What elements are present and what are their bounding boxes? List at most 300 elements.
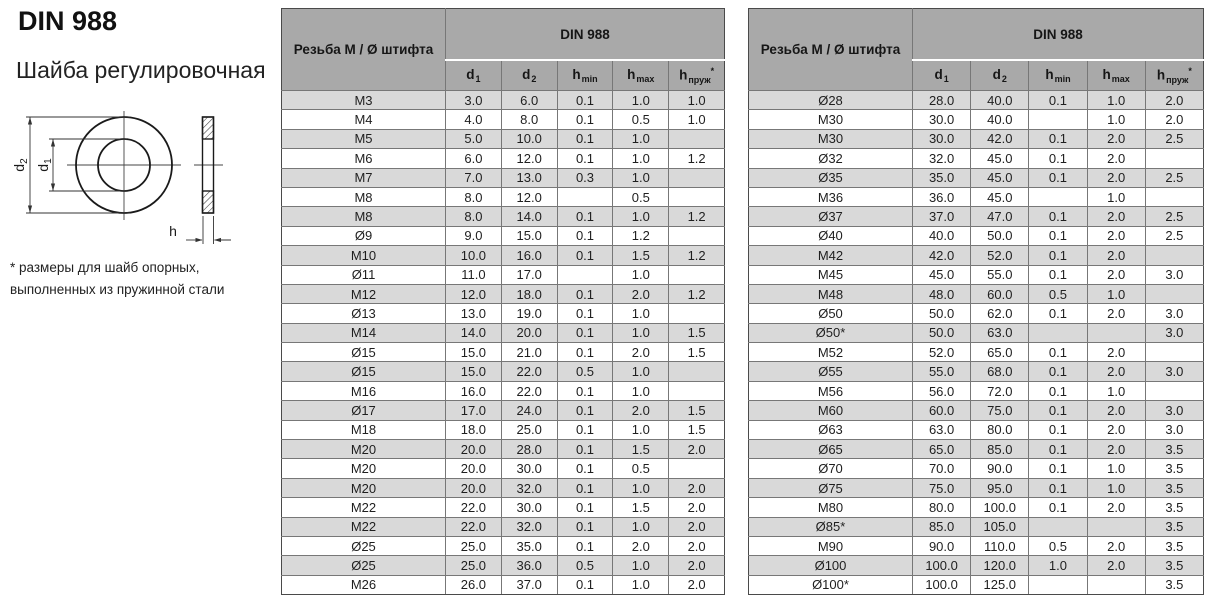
value-cell: 37.0 [501,575,557,594]
value-cell: 1.0 [613,362,669,381]
value-cell: 50.0 [971,226,1029,245]
value-cell: 1.5 [669,343,725,362]
value-cell: 3.5 [1145,478,1203,497]
thread-size-cell: M45 [749,265,913,284]
value-cell: 2.5 [1145,207,1203,226]
value-cell: 0.1 [557,246,613,265]
value-cell: 75.0 [913,478,971,497]
value-cell: 2.0 [1087,440,1145,459]
value-cell [1029,187,1087,206]
page-subtitle: Шайба регулировочная [16,57,266,83]
table-row [282,91,725,110]
value-cell: 63.0 [971,323,1029,342]
value-cell: 55.0 [971,265,1029,284]
value-cell [1145,343,1203,362]
col-header-d2: $d_2$ [501,60,557,91]
value-cell: 0.1 [557,420,613,439]
value-cell: 30.0 [913,110,971,129]
value-cell: 2.0 [669,556,725,575]
value-cell: 0.1 [557,343,613,362]
value-cell: 42.0 [913,246,971,265]
value-cell: 1.5 [669,401,725,420]
value-cell: 2.0 [1087,536,1145,555]
value-cell [669,168,725,187]
table-row [749,207,1204,226]
value-cell [669,381,725,400]
table-row [282,284,725,303]
table-row [282,129,725,148]
value-cell: 45.0 [971,187,1029,206]
thread-size-cell: Ø70 [749,459,913,478]
footnote [10,257,224,301]
thread-size-cell: M60 [749,401,913,420]
thread-size-cell: Ø9 [282,226,446,245]
value-cell: 72.0 [971,381,1029,400]
thread-size-cell: M3 [282,91,446,110]
thread-size-cell: Ø40 [749,226,913,245]
value-cell: 52.0 [913,343,971,362]
value-cell: 0.5 [1029,536,1087,555]
table-row [282,304,725,323]
value-cell: 35.0 [501,536,557,555]
value-cell: 0.5 [557,556,613,575]
value-cell: 1.0 [1087,110,1145,129]
thread-size-cell: Ø11 [282,265,446,284]
thread-size-cell: M56 [749,381,913,400]
value-cell: 0.1 [557,226,613,245]
value-cell [1145,381,1203,400]
value-cell: 8.0 [446,187,502,206]
value-cell: 1.0 [1087,91,1145,110]
value-cell: 2.0 [1087,556,1145,575]
thread-size-cell: M8 [282,187,446,206]
value-cell: 3.5 [1145,517,1203,536]
thread-size-cell: M90 [749,536,913,555]
value-cell: 65.0 [971,343,1029,362]
value-cell: 3.5 [1145,440,1203,459]
table-row [282,556,725,575]
value-cell: 2.0 [1087,304,1145,323]
table-row [749,459,1204,478]
value-cell: 8.0 [501,110,557,129]
value-cell: 2.0 [1087,149,1145,168]
col-header-d1: $d_1$ [446,60,502,91]
value-cell: 19.0 [501,304,557,323]
value-cell: 2.0 [669,440,725,459]
value-cell: 40.0 [971,110,1029,129]
table-row [282,478,725,497]
thread-size-cell: Ø13 [282,304,446,323]
value-cell: 0.1 [1029,91,1087,110]
value-cell: 9.0 [446,226,502,245]
value-cell: 0.3 [557,168,613,187]
value-cell [1145,284,1203,303]
value-cell: 68.0 [971,362,1029,381]
value-cell: 7.0 [446,168,502,187]
value-cell: 1.5 [669,323,725,342]
value-cell: 36.0 [913,187,971,206]
value-cell: 20.0 [501,323,557,342]
value-cell: 2.0 [1145,91,1203,110]
value-cell: 2.0 [1087,207,1145,226]
value-cell: 32.0 [913,149,971,168]
thread-size-cell: M52 [749,343,913,362]
value-cell: 35.0 [913,168,971,187]
value-cell: 0.1 [557,323,613,342]
value-cell: 30.0 [913,129,971,148]
value-cell: 0.1 [1029,304,1087,323]
value-cell: 2.5 [1145,168,1203,187]
table-row [749,343,1204,362]
value-cell: 1.0 [613,381,669,400]
table-row [749,284,1204,303]
thread-size-cell: Ø100 [749,556,913,575]
table-row [749,187,1204,206]
value-cell: 100.0 [971,498,1029,517]
value-cell: 80.0 [971,420,1029,439]
value-cell: 25.0 [446,536,502,555]
value-cell: 21.0 [501,343,557,362]
value-cell: 0.1 [1029,129,1087,148]
value-cell: 0.5 [613,459,669,478]
value-cell: 0.1 [1029,207,1087,226]
table-row [749,381,1204,400]
value-cell: 2.0 [1087,401,1145,420]
value-cell: 2.0 [1087,129,1145,148]
value-cell: 0.1 [557,498,613,517]
thread-size-cell: M10 [282,246,446,265]
thread-size-cell: M22 [282,517,446,536]
value-cell: 26.0 [446,575,502,594]
value-cell: 0.5 [557,362,613,381]
label-d2: $d_2$ [11,158,30,172]
value-cell: 12.0 [501,149,557,168]
value-cell: 60.0 [913,401,971,420]
table-row [282,110,725,129]
value-cell: 2.0 [613,401,669,420]
value-cell: 16.0 [501,246,557,265]
table-row [282,498,725,517]
thread-size-cell: Ø17 [282,401,446,420]
value-cell: 120.0 [971,556,1029,575]
thread-size-cell: Ø100* [749,575,913,594]
value-cell: 110.0 [971,536,1029,555]
spec-table-left [281,8,725,595]
value-cell: 13.0 [501,168,557,187]
value-cell [1145,187,1203,206]
dimension-lines [26,117,231,244]
thread-size-cell: M22 [282,498,446,517]
table-row [749,149,1204,168]
label-d1: $d_1$ [35,158,54,172]
thread-size-cell: Ø28 [749,91,913,110]
thread-size-cell: Ø50* [749,323,913,342]
table-row [749,362,1204,381]
value-cell: 125.0 [971,575,1029,594]
table-row [749,304,1204,323]
value-cell: 1.5 [613,246,669,265]
value-cell: 0.1 [557,478,613,497]
table-row [282,323,725,342]
value-cell: 0.1 [557,129,613,148]
value-cell: 3.5 [1145,556,1203,575]
value-cell: 22.0 [501,362,557,381]
thread-size-cell: Ø25 [282,556,446,575]
value-cell: 0.5 [613,110,669,129]
value-cell [1029,517,1087,536]
dimension-labels [11,158,177,239]
value-cell: 16.0 [446,381,502,400]
table-row [282,362,725,381]
spec-table-right [748,8,1204,595]
value-cell: 55.0 [913,362,971,381]
table-row [282,265,725,284]
value-cell: 30.0 [501,498,557,517]
value-cell: 95.0 [971,478,1029,497]
value-cell: 11.0 [446,265,502,284]
value-cell: 24.0 [501,401,557,420]
value-cell: 30.0 [501,459,557,478]
value-cell: 3.0 [446,91,502,110]
value-cell: 2.0 [1087,246,1145,265]
table-row [282,187,725,206]
value-cell: 1.0 [669,91,725,110]
value-cell: 1.0 [613,556,669,575]
value-cell [1029,575,1087,594]
thread-size-cell: M48 [749,284,913,303]
value-cell: 2.0 [613,536,669,555]
value-cell: 15.0 [446,362,502,381]
value-cell: 2.0 [669,498,725,517]
section-hatch-bottom [203,191,214,213]
value-cell: 36.0 [501,556,557,575]
value-cell: 1.0 [613,575,669,594]
value-cell: 13.0 [446,304,502,323]
value-cell: 50.0 [913,323,971,342]
table-row [282,575,725,594]
value-cell: 0.1 [1029,459,1087,478]
value-cell: 1.0 [1087,478,1145,497]
value-cell: 10.0 [446,246,502,265]
thread-size-cell: M6 [282,149,446,168]
value-cell: 1.0 [1087,459,1145,478]
col-header-d1: $d_1$ [913,60,971,91]
value-cell: 20.0 [446,440,502,459]
page-title: DIN 988 [18,6,118,36]
value-cell: 1.5 [613,498,669,517]
table-row [282,149,725,168]
value-cell: 0.1 [1029,246,1087,265]
value-cell: 32.0 [501,517,557,536]
value-cell: 90.0 [913,536,971,555]
value-cell: 22.0 [446,498,502,517]
value-cell: 2.0 [1087,420,1145,439]
footnote-line-2: выполненных из пружинной стали [10,282,225,297]
value-cell: 3.0 [1145,323,1203,342]
value-cell: 3.0 [1145,420,1203,439]
value-cell: 2.0 [1087,226,1145,245]
thread-size-cell: Ø65 [749,440,913,459]
table-row [749,323,1204,342]
value-cell: 0.1 [557,440,613,459]
table-row [749,226,1204,245]
value-cell: 14.0 [446,323,502,342]
value-cell: 2.0 [1087,498,1145,517]
value-cell: 0.1 [1029,265,1087,284]
col-header-hpruzh: $h_{пруж}^*$ [669,60,725,91]
thread-size-cell: Ø75 [749,478,913,497]
thread-size-cell: Ø35 [749,168,913,187]
value-cell: 3.5 [1145,498,1203,517]
value-cell: 2.0 [1087,343,1145,362]
table-row [749,401,1204,420]
value-cell: 18.0 [501,284,557,303]
value-cell: 0.1 [557,149,613,168]
col-header-d2: $d_2$ [971,60,1029,91]
value-cell: 62.0 [971,304,1029,323]
value-cell: 2.0 [1087,265,1145,284]
value-cell: 65.0 [913,440,971,459]
value-cell: 3.5 [1145,536,1203,555]
value-cell: 2.0 [613,343,669,362]
thread-size-cell: M30 [749,110,913,129]
value-cell: 2.0 [669,575,725,594]
value-cell: 105.0 [971,517,1029,536]
table-row [749,110,1204,129]
value-cell: 4.0 [446,110,502,129]
table-row [749,168,1204,187]
table-row [749,91,1204,110]
group-header-din988: DIN 988 [446,9,725,61]
value-cell: 6.0 [446,149,502,168]
value-cell: 17.0 [501,265,557,284]
thread-size-cell: M42 [749,246,913,265]
thread-size-cell: M4 [282,110,446,129]
value-cell: 0.1 [1029,362,1087,381]
table-row [749,129,1204,148]
table-row [749,517,1204,536]
value-cell: 1.0 [613,420,669,439]
value-cell: 0.1 [1029,478,1087,497]
table-row [282,459,725,478]
value-cell: 0.1 [557,207,613,226]
footnote-line-1: * размеры для шайб опорных, [10,260,200,275]
value-cell: 25.0 [501,420,557,439]
value-cell: 1.2 [613,226,669,245]
value-cell [1029,323,1087,342]
thread-size-cell: M16 [282,381,446,400]
value-cell: 32.0 [501,478,557,497]
value-cell: 40.0 [913,226,971,245]
value-cell: 2.0 [669,536,725,555]
value-cell: 12.0 [501,187,557,206]
thread-size-cell: Ø32 [749,149,913,168]
value-cell: 60.0 [971,284,1029,303]
table-row [749,265,1204,284]
column-header-thread: Резьба М / Ø штифта [749,9,913,91]
table-row [749,246,1204,265]
value-cell: 2.5 [1145,226,1203,245]
value-cell: 2.0 [669,478,725,497]
value-cell: 0.1 [1029,440,1087,459]
value-cell: 18.0 [446,420,502,439]
value-cell: 2.0 [1087,362,1145,381]
value-cell: 0.5 [1029,284,1087,303]
thread-size-cell: Ø85* [749,517,913,536]
center-lines [67,111,223,220]
value-cell: 3.5 [1145,575,1203,594]
value-cell: 0.1 [557,284,613,303]
value-cell: 63.0 [913,420,971,439]
value-cell: 1.0 [1087,187,1145,206]
value-cell: 1.0 [613,517,669,536]
value-cell [1029,110,1087,129]
value-cell: 1.0 [613,323,669,342]
column-header-thread: Резьба М / Ø штифта [282,9,446,91]
value-cell [669,459,725,478]
col-header-hpruzh: $h_{пруж}^*$ [1145,60,1203,91]
value-cell: 85.0 [913,517,971,536]
table-row [282,381,725,400]
value-cell: 0.1 [1029,381,1087,400]
value-cell: 5.0 [446,129,502,148]
value-cell: 1.2 [669,207,725,226]
table-row [749,556,1204,575]
value-cell: 37.0 [913,207,971,226]
value-cell: 0.5 [613,187,669,206]
value-cell: 56.0 [913,381,971,400]
value-cell: 0.1 [1029,168,1087,187]
value-cell: 2.0 [613,284,669,303]
value-cell [669,304,725,323]
value-cell: 0.1 [557,91,613,110]
thread-size-cell: Ø25 [282,536,446,555]
thread-size-cell: M7 [282,168,446,187]
value-cell: 40.0 [971,91,1029,110]
table-row [282,168,725,187]
value-cell: 50.0 [913,304,971,323]
value-cell [1087,323,1145,342]
value-cell: 12.0 [446,284,502,303]
value-cell [669,129,725,148]
value-cell: 45.0 [913,265,971,284]
value-cell: 52.0 [971,246,1029,265]
thread-size-cell: M80 [749,498,913,517]
table-row [749,440,1204,459]
table-row [282,226,725,245]
value-cell: 70.0 [913,459,971,478]
value-cell: 1.0 [613,91,669,110]
thread-size-cell: Ø50 [749,304,913,323]
thread-size-cell: M20 [282,459,446,478]
table-row [749,498,1204,517]
value-cell: 42.0 [971,129,1029,148]
value-cell: 1.2 [669,149,725,168]
thread-size-cell: M20 [282,440,446,459]
value-cell [669,362,725,381]
value-cell: 1.0 [1087,381,1145,400]
value-cell: 85.0 [971,440,1029,459]
value-cell: 90.0 [971,459,1029,478]
value-cell: 2.5 [1145,129,1203,148]
value-cell: 15.0 [501,226,557,245]
table-row [282,246,725,265]
thread-size-cell: M18 [282,420,446,439]
value-cell: 3.5 [1145,459,1203,478]
thread-size-cell: M5 [282,129,446,148]
value-cell: 1.0 [669,110,725,129]
thread-size-cell: M36 [749,187,913,206]
